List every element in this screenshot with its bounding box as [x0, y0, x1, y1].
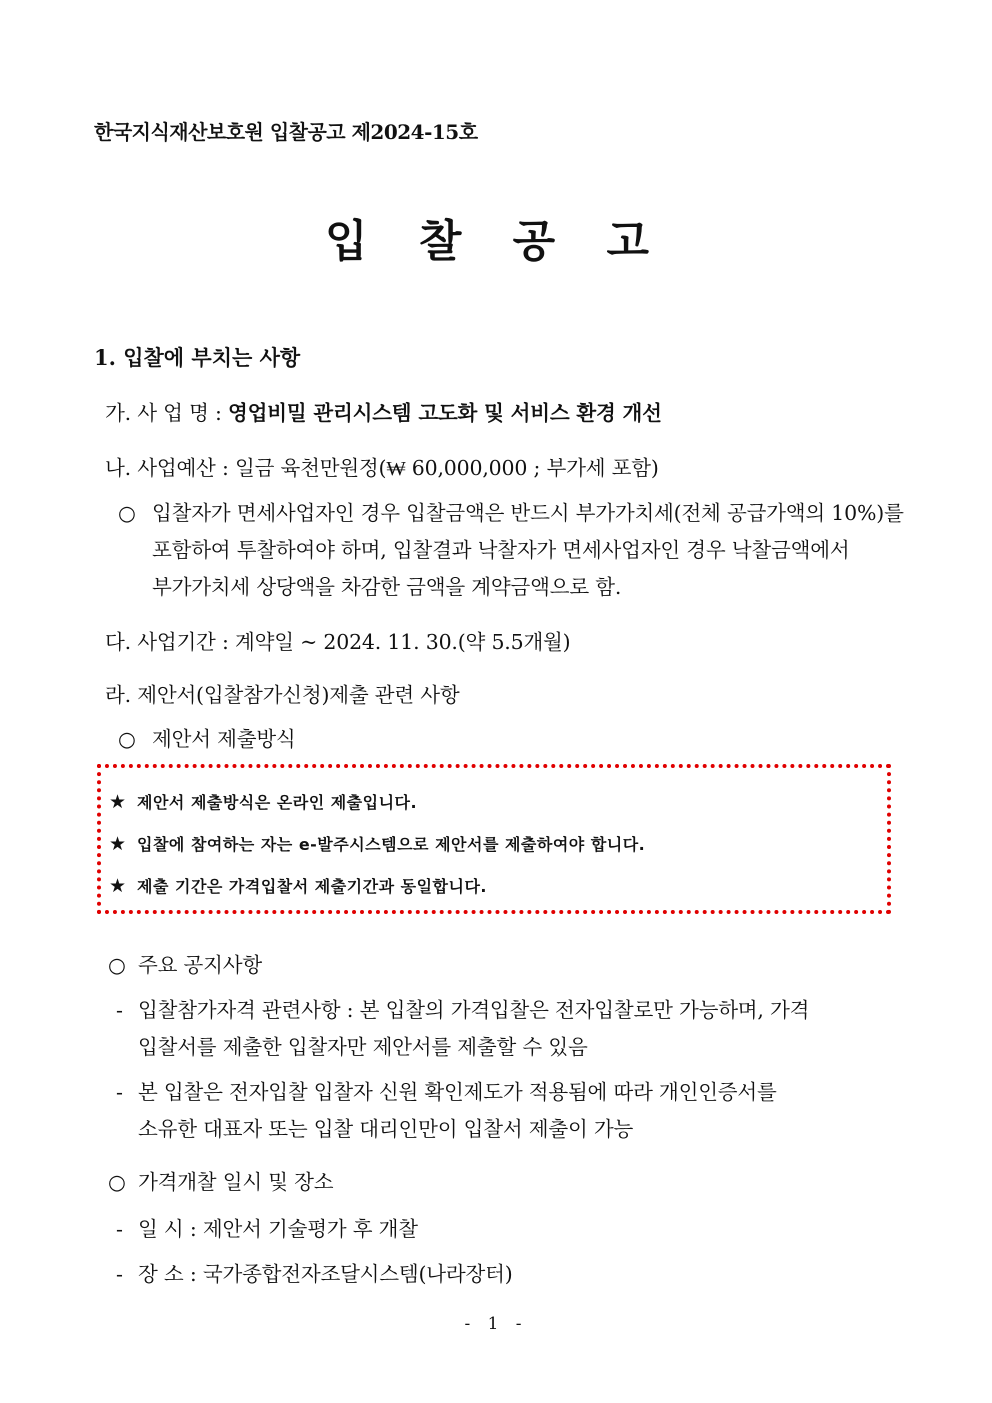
opening-label: 가격개찰 일시 및 장소: [138, 1170, 334, 1194]
opening-place-text: 장 소 : 국가종합전자조달시스템(나라장터): [138, 1262, 513, 1286]
notice-item-2-text-1: 본 입찰은 전자입찰 입찰자 신원 확인제도가 적용됨에 따라 개인인증서를: [138, 1080, 777, 1104]
box-item-3: [109, 874, 487, 897]
project-name-value: 영업비밀 관리시스템 고도화 및 서비스 환경 개선: [228, 401, 662, 425]
notice-item-1-line-2: 입찰서를 제출한 입찰자만 제안서를 제출할 수 있음: [138, 1035, 588, 1059]
bullet-circle: ○: [118, 501, 136, 525]
period-row: 다. 사업기간 : 계약일 ~ 2024. 11. 30.(약 5.5개월): [105, 630, 571, 654]
box-item-text-1: 제안서 제출방식은 온라인 제출입니다.: [137, 793, 418, 812]
opening-heading: [108, 1165, 333, 1195]
vat-note-line-2: 포함하여 투찰하여야 하며, 입찰결과 낙찰자가 면세사업자인 경우 낙찰금액에서: [152, 538, 850, 562]
opening-item-place: [116, 1257, 513, 1287]
box-item-2: [109, 832, 645, 855]
notice-item-2-line-2: 소유한 대표자 또는 입찰 대리인만이 입찰서 제출이 가능: [138, 1117, 634, 1141]
vat-note-line-3: 부가가치세 상당액을 차감한 금액을 계약금액으로 함.: [152, 575, 622, 599]
budget-row: 나. 사업예산 : 일금 육천만원정(₩ 60,000,000 ; 부가세 포함): [105, 456, 659, 480]
box-item-1: [109, 790, 417, 813]
section-heading: 1. 입찰에 부치는 사항: [94, 345, 301, 370]
vat-note-text-1: 입찰자가 면세사업자인 경우 입찰금액은 반드시 부가가치세(전체 공급가액의 10%)를: [152, 501, 904, 525]
notice-item-1-text-1: 입찰참가자격 관련사항 : 본 입찰의 가격입찰은 전자입찰로만 가능하며, 가격: [138, 998, 810, 1022]
notice-item-1-line-1: [116, 993, 809, 1023]
submission-method-label: 제안서 제출방식: [152, 727, 296, 751]
dash: -: [116, 998, 123, 1022]
star-icon: ★: [109, 791, 127, 813]
opening-item-date: [116, 1212, 418, 1242]
notices-heading: [108, 948, 262, 978]
vat-note-line-1: [118, 496, 904, 526]
box-item-text-2: 입찰에 참여하는 자는 e-발주시스템으로 제안서를 제출하여야 합니다.: [137, 835, 646, 854]
star-icon: ★: [109, 875, 127, 897]
bullet-circle: ○: [118, 727, 136, 751]
page-number: - 1 -: [464, 1314, 528, 1334]
notice-number: 한국지식재산보호원 입찰공고 제2024-15호: [94, 120, 478, 144]
submission-section-row: 라. 제안서(입찰참가신청)제출 관련 사항: [105, 683, 460, 707]
dash: -: [116, 1080, 123, 1104]
opening-date-text: 일 시 : 제안서 기술평가 후 개찰: [138, 1217, 418, 1241]
dash: -: [116, 1217, 123, 1241]
star-icon: ★: [109, 833, 127, 855]
project-name-row: [105, 396, 662, 426]
notice-item-2-line-1: [116, 1075, 777, 1105]
submission-method-heading: [118, 722, 296, 752]
bullet-circle: ○: [108, 953, 126, 977]
page-title: 입 찰 공 고: [325, 216, 667, 267]
bullet-circle: ○: [108, 1170, 126, 1194]
project-name-label: 가. 사 업 명 :: [105, 401, 229, 425]
notices-label: 주요 공지사항: [138, 953, 262, 977]
box-item-text-3: 제출 기간은 가격입찰서 제출기간과 동일합니다.: [137, 877, 487, 896]
dash: -: [116, 1262, 123, 1286]
